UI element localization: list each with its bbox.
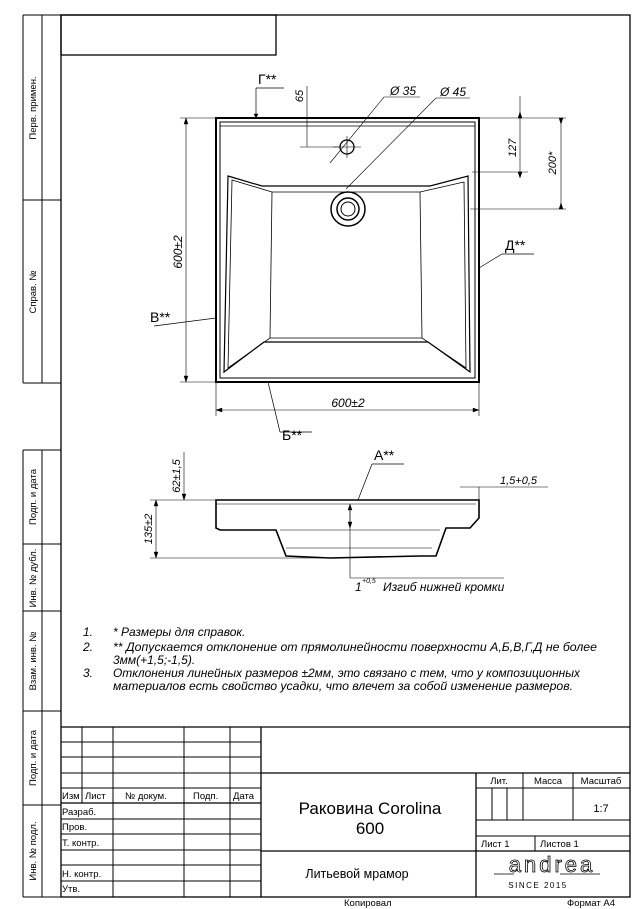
stamp-inv-podl: Инв. № подл. bbox=[28, 821, 39, 881]
label-b: Б** bbox=[282, 427, 303, 443]
dim-d35: Ø 35 bbox=[390, 84, 417, 98]
tb-n-kontr: Н. контр. bbox=[62, 869, 102, 880]
tb-data: Дата bbox=[233, 791, 255, 802]
label-a: А** bbox=[374, 447, 395, 463]
label-g: Г** bbox=[258, 71, 277, 87]
bowl-outer bbox=[224, 176, 470, 372]
label-v: В** bbox=[150, 309, 171, 325]
bowl-inner bbox=[228, 180, 466, 368]
tb-prov: Пров. bbox=[62, 822, 88, 833]
bend-one: 1 bbox=[355, 580, 362, 594]
tb-lit: Лит. bbox=[490, 776, 508, 787]
tb-doc-no: № докум. bbox=[125, 791, 167, 802]
tb-masshtab: Масштаб bbox=[580, 776, 622, 787]
drain-outer bbox=[331, 192, 365, 226]
tb-list: Лист bbox=[85, 791, 106, 802]
logo-text: andrea bbox=[508, 852, 596, 877]
dim-127: 127 bbox=[507, 138, 519, 158]
tb-izm: Изм bbox=[62, 791, 80, 802]
stamp-podp-data-2: Подп. и дата bbox=[28, 730, 39, 786]
product-title-line-2: 600 bbox=[355, 819, 385, 838]
tb-massa: Масса bbox=[533, 776, 563, 787]
note-3-line-1: Отклонения линейных размеров ±2мм, это связано с тем, что у композиционных bbox=[113, 666, 581, 680]
top-left-box bbox=[61, 15, 276, 55]
stamp-vzam-inv: Взам. инв. № bbox=[28, 631, 39, 691]
note-2-line-1: ** Допускается отклонение от прямолинейности поверхности А,Б,В,Г,Д не более bbox=[113, 640, 598, 654]
basin-rim bbox=[220, 122, 475, 378]
logo-sub: SINCE 2015 bbox=[508, 881, 568, 890]
tb-scale: 1:7 bbox=[593, 803, 609, 815]
dim-1-5: 1,5+0,5 bbox=[500, 475, 538, 487]
tb-t-kontr: Т. контр. bbox=[62, 838, 100, 849]
drain-inner bbox=[337, 198, 359, 220]
footer-format: Формат А4 bbox=[567, 898, 616, 909]
dim-62: 62±1,5 bbox=[171, 459, 183, 493]
note-1-line-1: * Размеры для справок. bbox=[113, 625, 246, 639]
dim-d45: Ø 45 bbox=[440, 85, 467, 99]
tb-sheet: Лист 1 bbox=[481, 839, 510, 850]
material: Литьевой мрамор bbox=[305, 867, 409, 881]
product-title-line-1: Раковина Corolina bbox=[298, 799, 442, 818]
stamp-podp-data-1: Подп. и дата bbox=[28, 469, 39, 525]
note-2-num: 2. bbox=[83, 640, 94, 654]
stamp-sprav-no: Справ. № bbox=[28, 270, 39, 314]
tb-utv: Утв. bbox=[62, 884, 81, 895]
stamp-perv-primen: Перв. примен. bbox=[28, 76, 39, 140]
stamp-inv-dubl: Инв. № дубл. bbox=[28, 548, 39, 608]
dim-width-600: 600±2 bbox=[331, 396, 365, 410]
label-d: Д** bbox=[505, 237, 526, 253]
top-view bbox=[154, 86, 566, 432]
footer-kopiroval: Копировал bbox=[344, 898, 392, 909]
tb-sheets: Листов 1 bbox=[540, 839, 579, 850]
bend-sup: +0,5 bbox=[362, 578, 376, 585]
tb-razrab: Разраб. bbox=[62, 807, 97, 818]
note-1-num: 1. bbox=[83, 625, 94, 639]
dim-65: 65 bbox=[294, 89, 306, 103]
dim-200: 200* bbox=[547, 151, 559, 175]
tb-podp: Подп. bbox=[193, 791, 219, 802]
dim-135: 135±2 bbox=[143, 513, 155, 545]
side-profile bbox=[216, 500, 479, 558]
note-2-line-2: 3мм(+1,5;-1,5). bbox=[113, 653, 196, 667]
note-3-num: 3. bbox=[83, 666, 94, 680]
dim-height-600: 600±2 bbox=[171, 235, 185, 269]
note-3-line-2: материалов есть свойство усадки, что влечет за собой изменение размеров. bbox=[113, 679, 573, 693]
side-view bbox=[150, 452, 548, 578]
bend-text: Изгиб нижней кромки bbox=[383, 580, 505, 594]
